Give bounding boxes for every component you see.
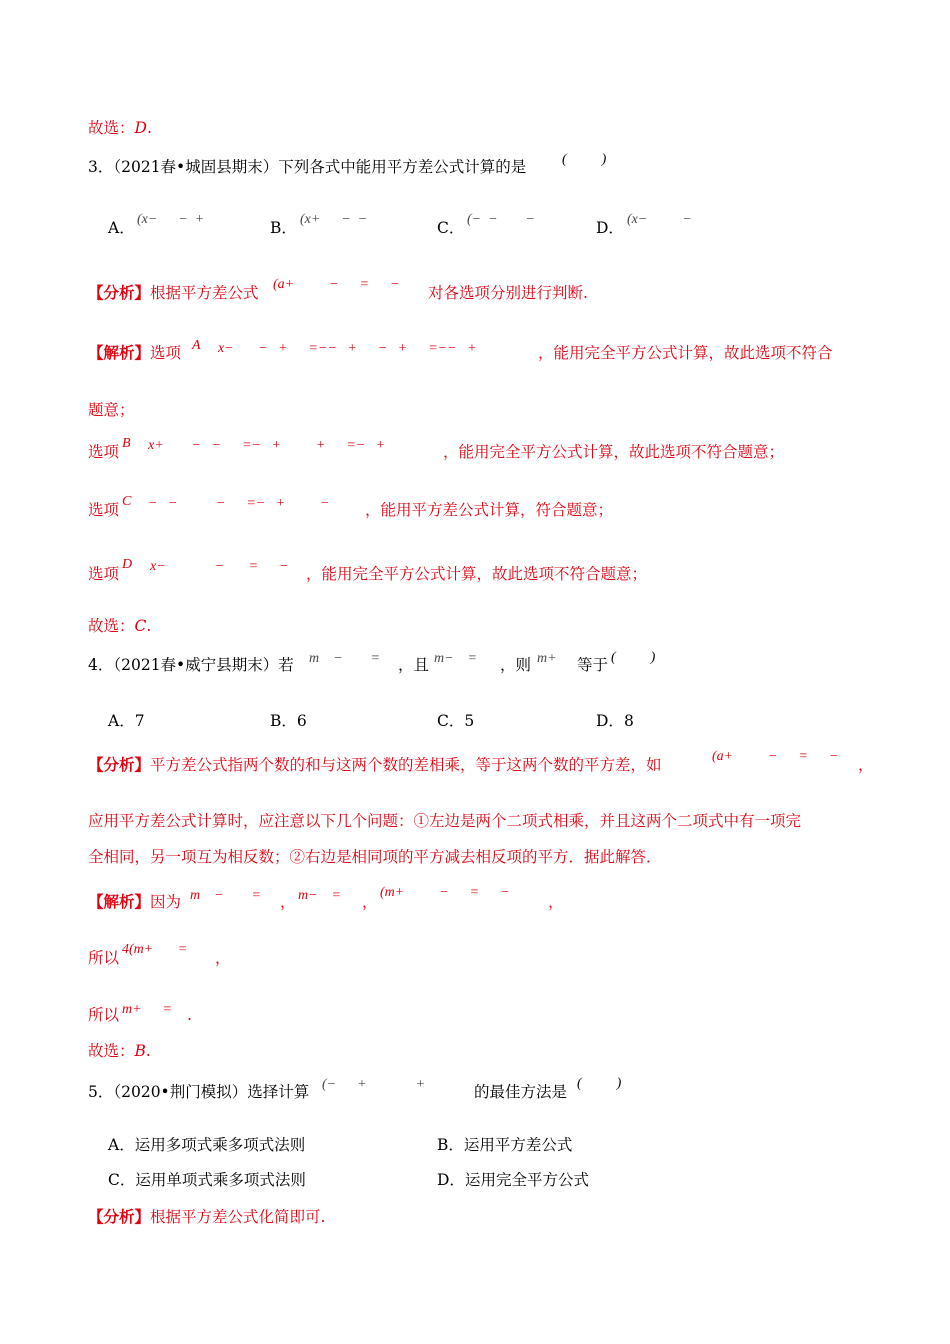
q3-solution-b-math: x+ − − =− + + =− +	[148, 438, 386, 453]
q4-stem-equals: 等于	[577, 656, 609, 674]
solution-tag: 【解析】	[88, 343, 151, 362]
q4-solution-expr-1: m − =	[190, 888, 262, 903]
q3-option-b	[270, 218, 297, 238]
q4-solution-expr-3: (m+ − = −	[380, 885, 510, 900]
q4-solution-line-2-end: ，	[215, 949, 231, 967]
q3-analysis	[88, 283, 259, 303]
q3-option-a-expr: (x− − +	[137, 212, 205, 227]
answer-letter: B	[134, 1042, 146, 1060]
option-value: 8	[623, 712, 634, 730]
answer-letter: C	[134, 617, 147, 635]
q4-solution-sep-2: ，	[362, 893, 378, 911]
option-label: C．	[108, 1171, 136, 1189]
q4-stem-expr-1: m − =	[309, 651, 381, 666]
q4-analysis-formula: (a+ − = −	[712, 749, 839, 764]
q4-solution	[88, 892, 181, 912]
analysis-text: 根据平方差公式	[150, 284, 259, 302]
answer-prefix: 故选：	[88, 617, 135, 635]
q3-solution-c-text: ，能用平方差公式计算，符合题意；	[365, 501, 614, 519]
q3-solution-d: 选项	[88, 565, 120, 583]
q5-option-c	[108, 1170, 306, 1190]
q4-option-d	[596, 711, 634, 731]
option-value: 7	[134, 712, 145, 730]
q4-solution-line-2-math: 4(m+ =	[122, 942, 188, 957]
option-label: C．	[437, 219, 465, 237]
q4-stem-expr-3: m+	[537, 651, 557, 666]
analysis-text: 平方差公式指两个数的和与这两个数的差相乘，等于这两个数的平方差，如	[150, 756, 662, 774]
answer-prefix: 故选：	[88, 119, 135, 137]
option-label: A．	[108, 1136, 135, 1154]
q3-analysis-tail: 对各选项分别进行判断.	[428, 284, 588, 302]
answer-letter: D	[134, 119, 147, 137]
analysis-tag: 【分析】	[88, 755, 151, 774]
q3-solution-c-math: − − − =− + −	[148, 496, 330, 511]
option-label: B．	[270, 712, 297, 730]
q4-stem-and: ，且	[398, 656, 430, 674]
question-3-paren: ( )	[562, 152, 607, 167]
q3-solution-b: 选项	[88, 443, 120, 461]
option-label: D．	[596, 219, 624, 237]
q3-solution-b-letter: B	[122, 436, 131, 451]
analysis-tag: 【分析】	[88, 1207, 151, 1226]
q5-option-a	[108, 1135, 305, 1155]
q3-option-b-expr: (x+ − −	[300, 212, 368, 227]
q4-analysis-line-2: 应用平方差公式计算时，应注意以下几个问题：①左边是两个二项式相乘，并且这两个二项式中有一项完	[88, 812, 802, 830]
q4-answer	[88, 1041, 151, 1061]
answer-prefix: 故选：	[88, 1042, 135, 1060]
answer-end: .	[145, 1042, 151, 1060]
q3-answer	[88, 616, 151, 636]
analysis-tag: 【分析】	[88, 283, 151, 302]
q3-solution-a	[88, 343, 181, 363]
q4-solution-line-3-math: m+ =	[122, 1002, 173, 1017]
q4-option-c	[437, 711, 474, 731]
analysis-text: 根据平方差公式化简即可.	[150, 1208, 326, 1226]
option-label: D．	[437, 1171, 465, 1189]
q4-analysis-line-3: 全相同，另一项互为相反数；②右边是相同项的平方减去相反项的平方．据此解答．	[88, 848, 662, 866]
q4-solution-line-3: 所以	[88, 1006, 120, 1024]
q3-solution-d-text: ，能用完全平方公式计算，故此选项不符合题意；	[306, 565, 648, 583]
option-label: A．	[108, 219, 135, 237]
question-5-paren: ( )	[577, 1076, 622, 1091]
answer-end: .	[146, 617, 152, 635]
q5-stem-expr: (− + +	[322, 1077, 426, 1092]
q3-solution-c: 选项	[88, 501, 120, 519]
option-text: 运用平方差公式	[463, 1136, 573, 1154]
question-4-paren: ( )	[611, 650, 656, 665]
option-text: 运用多项式乘多项式法则	[134, 1136, 306, 1154]
q4-solution-sep-3: ，	[548, 893, 564, 911]
option-text: 运用单项式乘多项式法则	[135, 1171, 306, 1189]
q3-solution-a-text: ，能用完全平方公式计算，故此选项不符合	[538, 344, 833, 362]
solution-tag: 【解析】	[88, 892, 151, 911]
q3-solution-a-math: x− − + =−− + − + =−− +	[218, 341, 477, 356]
q3-solution-b-text: ，能用完全平方公式计算，故此选项不符合题意；	[443, 443, 785, 461]
option-label: D．	[596, 712, 624, 730]
q3-solution-d-letter: D	[122, 557, 133, 572]
q4-stem-then: ，则	[500, 656, 532, 674]
q5-stem-tail: 的最佳方法是	[474, 1083, 568, 1101]
q3-option-a	[108, 218, 135, 238]
q5-analysis	[88, 1207, 325, 1227]
q3-solution-a-cont: 题意；	[88, 401, 135, 419]
question-3-stem: 3．（2021春•城固县期末）下列各式中能用平方差公式计算的是	[88, 158, 527, 176]
solution-text: 因为	[150, 893, 182, 911]
option-label: A．	[108, 712, 135, 730]
q4-analysis	[88, 755, 662, 775]
answer-end: .	[146, 119, 152, 137]
q5-option-d	[437, 1170, 589, 1190]
answer-line-q2	[88, 118, 152, 138]
option-word: 选项	[150, 344, 182, 362]
q3-option-d	[596, 218, 624, 238]
q3-option-c	[437, 218, 464, 238]
q4-solution-line-3-end: .	[187, 1006, 192, 1024]
option-label: B．	[437, 1136, 464, 1154]
q4-solution-sep-1: ，	[280, 893, 296, 911]
q3-solution-a-letter: A	[192, 338, 201, 353]
option-value: 5	[464, 712, 475, 730]
question-4-stem: 4．（2021春•威宁县期末）若	[88, 656, 294, 674]
question-5-stem: 5．（2020•荆门模拟）选择计算	[88, 1083, 310, 1101]
q4-analysis-comma: ，	[858, 756, 874, 774]
q4-solution-line-2: 所以	[88, 949, 120, 967]
q4-option-a	[108, 711, 145, 731]
q3-option-c-expr: (− − −	[467, 212, 536, 227]
q4-option-b	[270, 711, 307, 731]
q3-solution-d-math: x− − = −	[150, 559, 289, 574]
q5-option-b	[437, 1135, 572, 1155]
q3-analysis-formula: (a+ − = −	[273, 277, 400, 292]
q3-option-d-expr: (x− −	[627, 212, 692, 227]
q4-solution-expr-2: m− =	[298, 888, 342, 903]
q3-solution-c-letter: C	[122, 494, 132, 509]
option-text: 运用完全平方公式	[464, 1171, 589, 1189]
option-value: 6	[296, 712, 307, 730]
option-label: B．	[270, 219, 297, 237]
option-label: C．	[437, 712, 465, 730]
q4-stem-expr-2: m− =	[434, 651, 478, 666]
